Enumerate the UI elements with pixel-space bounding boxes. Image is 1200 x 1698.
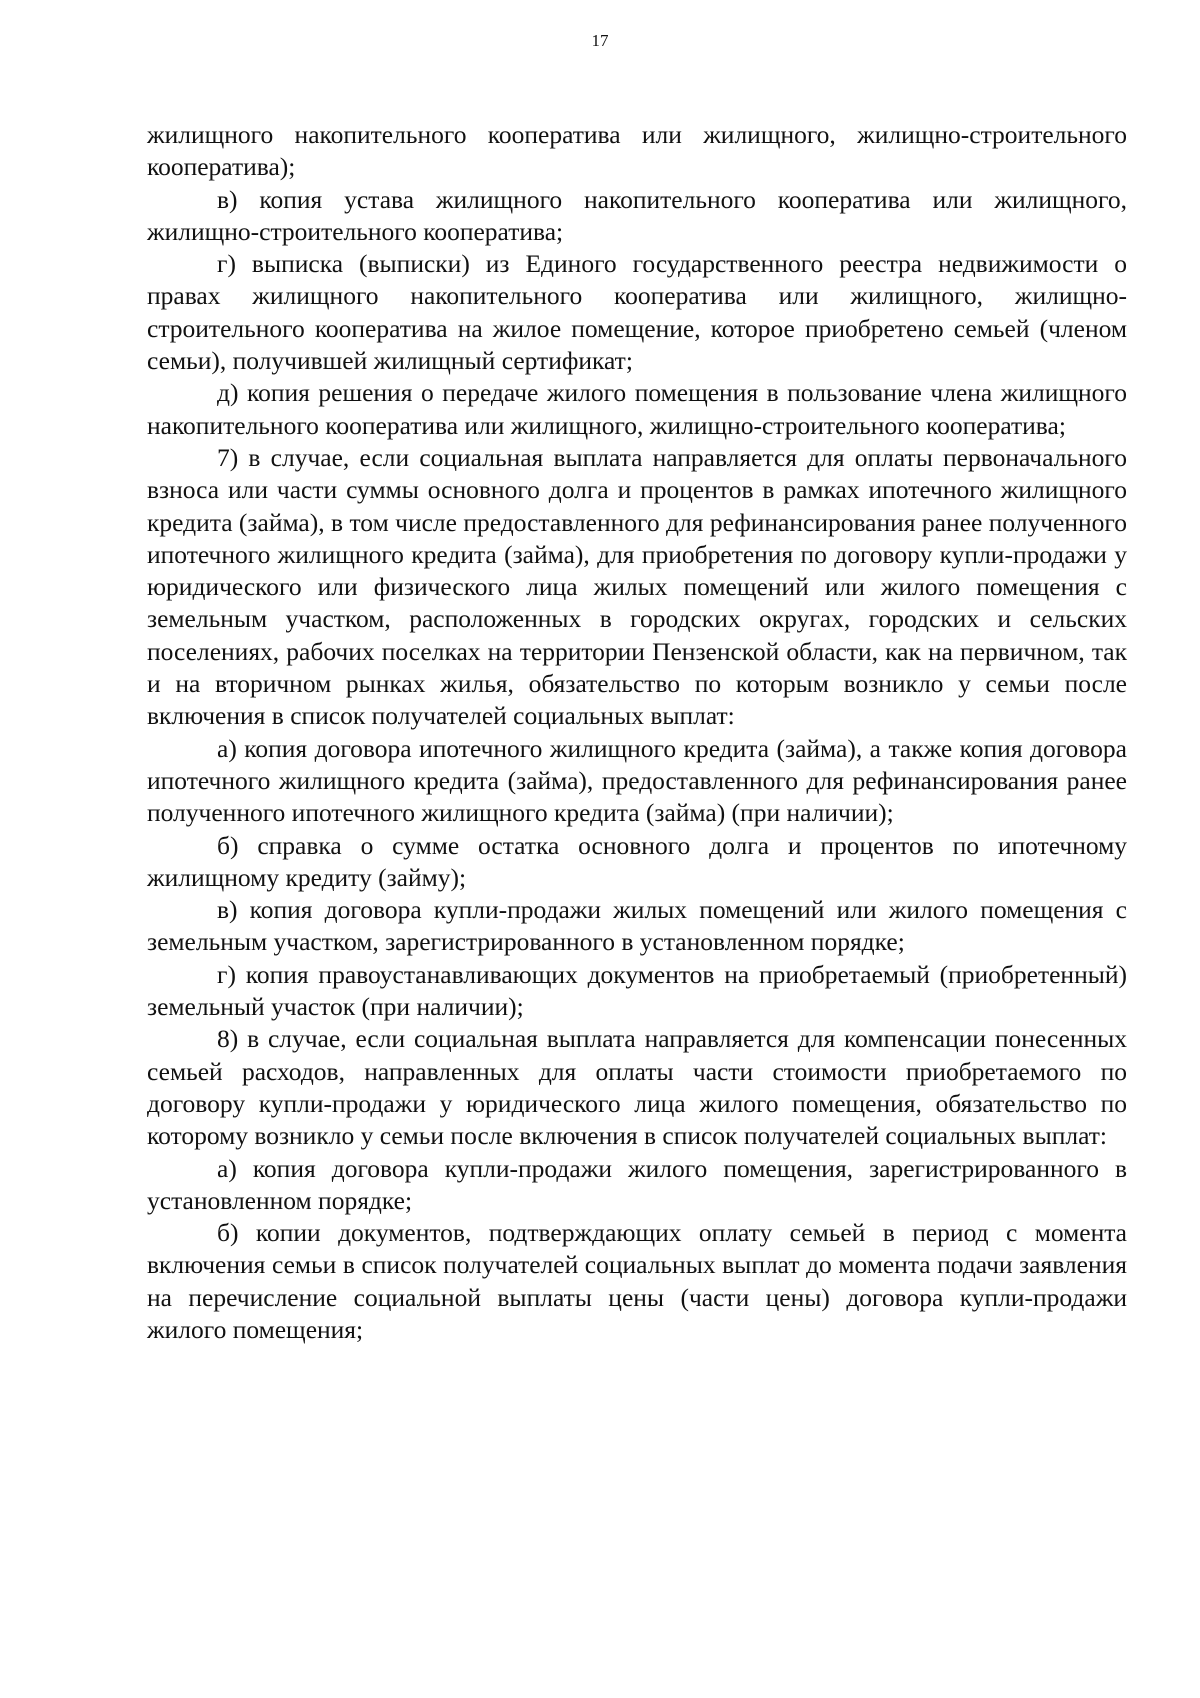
- document-body: [147, 119, 1127, 1346]
- paragraph-item-d-transfer-decision: д) копия решения о передаче жилого помещения в пользование члена жилищного накопительного кооператива или жилищного, жилищно-строительного кооператива;: [147, 378, 1127, 440]
- paragraph-item-g-land-documents: г) копия правоустанавливающих документов на приобретаемый (приобретенный) земельный участок (при наличии);: [147, 959, 1127, 1022]
- paragraph-item-v-sale-contract: в) копия договора купли-продажи жилых помещений или жилого помещения с земельным участком, зарегистрированного в установленном порядке;: [147, 895, 1127, 957]
- page-number: 17: [591, 31, 609, 50]
- paragraph-item-v-charter-copy: в) копия устава жилищного накопительного кооператива или жилищного, жилищно-строительного кооператива;: [147, 184, 1127, 246]
- paragraph-item-a-mortgage-agreement: а) копия договора ипотечного жилищного кредита (займа), а также копия договора ипотечного жилищного кредита (займа), предоставленного для рефинансирования ранее полученного ипотечного жилищного кредита (займа) (при наличии);: [147, 733, 1127, 828]
- paragraph-item-b-payment-documents: б) копии документов, подтверждающих оплату семьей в период с момента включения семьи в список получателей социальных выплат до момента подачи заявления на перечисление социальной выплаты цены (части цены) договора купли-продажи жилого помещения;: [147, 1218, 1127, 1344]
- paragraph-clause-8-compensation: 8) в случае, если социальная выплата направляется для компенсации понесенных семьей расходов, направленных для оплаты части стоимости приобретаемого по договору купли-продажи у юридического лица жилого помещения, обязательство по которому возникло у семьи после включения в список получателей социальных выплат:: [147, 1024, 1127, 1151]
- paragraph-clause-7-mortgage: 7) в случае, если социальная выплата направляется для оплаты первоначального взноса или части суммы основного долга и процентов в рамках ипотечного жилищного кредита (займа), в том числе предоставленного для рефинансирования ранее полученного ипотечного жилищного кредита (займа), для приобретения по договору купли-продажи у юридического или физического лица жилых помещений или жилого помещения с земельным участком, расположенных в городских округах, городских и сельских поселениях, рабочих поселках на территории Пензенской области, как на первичном, так и на вторичном рынках жилья, обязательство по которым возникло у семьи после включения в список получателей социальных выплат:: [147, 442, 1127, 731]
- paragraph-item-g-registry-extract: г) выписка (выписки) из Единого государственного реестра недвижимости о правах жилищного накопительного кооператива или жилищного, жилищно-строительного кооператива на жилое помещение, которое приобретено семьей (членом семьи), получившей жилищный сертификат;: [147, 249, 1127, 376]
- paragraph-continuation: жилищного накопительного кооператива или жилищного, жилищно-строительного кооператива);: [147, 120, 1127, 182]
- paragraph-item-a-sale-contract-copy: а) копия договора купли-продажи жилого помещения, зарегистрированного в установленном порядке;: [147, 1153, 1127, 1215]
- paragraph-item-b-debt-statement: б) справка о сумме остатка основного долга и процентов по ипотечному жилищному кредиту (займу);: [147, 830, 1127, 892]
